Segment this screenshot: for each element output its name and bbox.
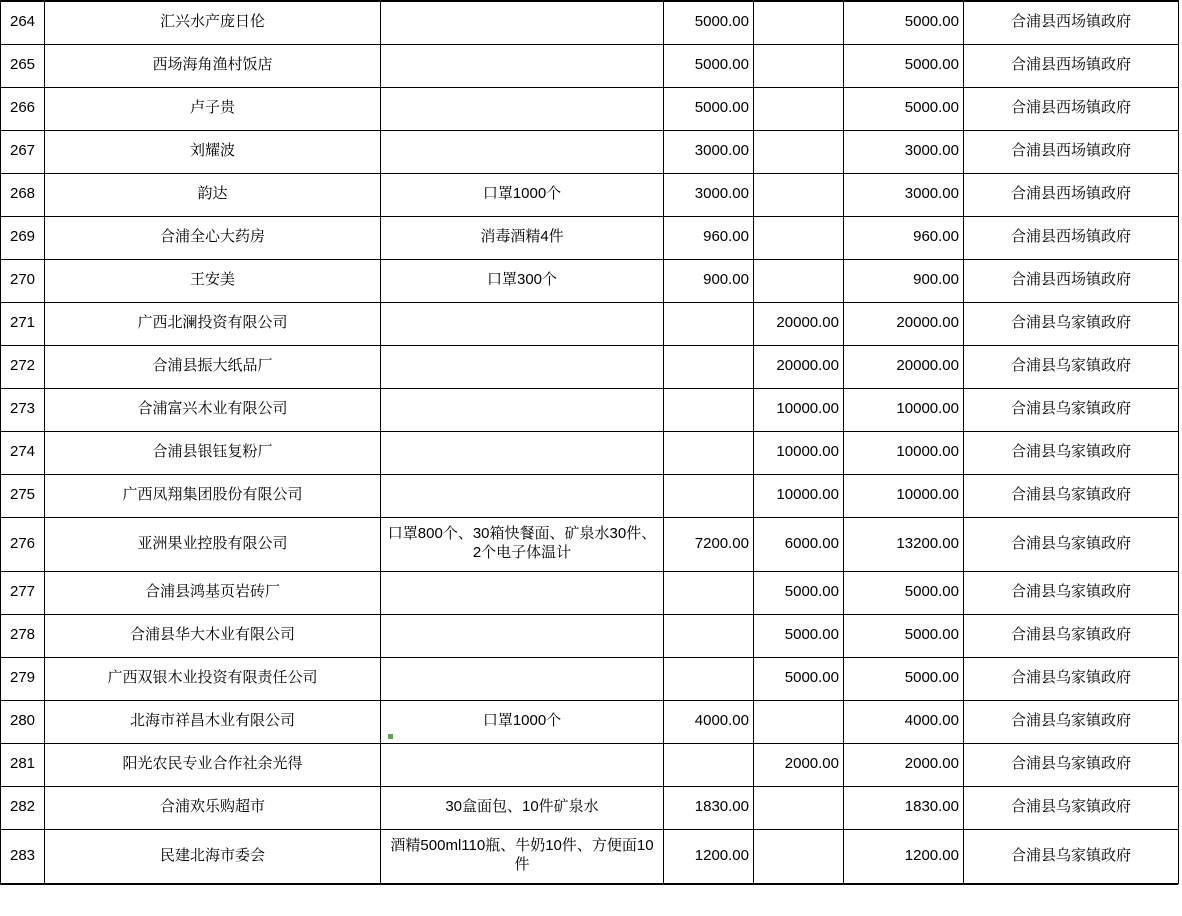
cell-index[interactable]: 272 [1,345,45,388]
cell-total-amount[interactable]: 5000.00 [844,571,964,614]
cell-receiving-org[interactable]: 合浦县乌家镇政府 [964,345,1179,388]
cell-total-amount[interactable]: 10000.00 [844,474,964,517]
cell-index[interactable]: 282 [1,786,45,829]
cell-donor-name[interactable]: 民建北海市委会 [45,829,381,883]
cell-goods[interactable] [381,388,664,431]
cell-receiving-org[interactable]: 合浦县乌家镇政府 [964,302,1179,345]
cell-inkind-amount[interactable]: 2000.00 [754,743,844,786]
cell-total-amount[interactable]: 1200.00 [844,829,964,883]
cell-cash-amount[interactable]: 3000.00 [664,173,754,216]
cell-total-amount[interactable]: 20000.00 [844,302,964,345]
cell-receiving-org[interactable]: 合浦县西场镇政府 [964,173,1179,216]
cell-goods[interactable]: 酒精500ml110瓶、牛奶10件、方便面10件 [381,829,664,883]
cell-index[interactable]: 269 [1,216,45,259]
cell-total-amount[interactable]: 900.00 [844,259,964,302]
cell-donor-name[interactable]: 刘耀波 [45,130,381,173]
table-row [1,388,1179,431]
cell-goods[interactable]: 口罩1000个 [381,700,664,743]
cell-index[interactable]: 283 [1,829,45,883]
cell-donor-name[interactable]: 卢子贵 [45,87,381,130]
cell-index[interactable]: 265 [1,44,45,87]
cell-receiving-org[interactable]: 合浦县乌家镇政府 [964,388,1179,431]
cell-goods[interactable]: 口罩800个、30箱快餐面、矿泉水30件、2个电子体温计 [381,517,664,571]
cell-inkind-amount[interactable]: 6000.00 [754,517,844,571]
cell-inkind-amount[interactable]: 10000.00 [754,474,844,517]
table-row [1,259,1179,302]
cell-goods[interactable] [381,614,664,657]
cell-receiving-org[interactable]: 合浦县乌家镇政府 [964,786,1179,829]
table-row [1,829,1179,883]
cell-total-amount[interactable]: 10000.00 [844,431,964,474]
cell-inkind-amount[interactable]: 5000.00 [754,571,844,614]
cell-index[interactable]: 277 [1,571,45,614]
cell-cash-amount[interactable]: 3000.00 [664,130,754,173]
cell-cash-amount[interactable]: 5000.00 [664,1,754,44]
cell-goods[interactable] [381,44,664,87]
cell-donor-name[interactable]: 合浦县鸿基页岩砖厂 [45,571,381,614]
cell-donor-name[interactable]: 合浦县银钰复粉厂 [45,431,381,474]
cell-cash-amount[interactable] [664,302,754,345]
cell-cash-amount[interactable]: 900.00 [664,259,754,302]
table-row [1,44,1179,87]
cell-total-amount[interactable]: 20000.00 [844,345,964,388]
cell-donor-name[interactable]: 广西双银木业投资有限责任公司 [45,657,381,700]
cell-total-amount[interactable]: 13200.00 [844,517,964,571]
table-body [1,1,1179,883]
cell-receiving-org[interactable]: 合浦县乌家镇政府 [964,517,1179,571]
cell-receiving-org[interactable]: 合浦县乌家镇政府 [964,431,1179,474]
cell-cash-amount[interactable]: 1200.00 [664,829,754,883]
table-row [1,87,1179,130]
cell-receiving-org[interactable]: 合浦县西场镇政府 [964,259,1179,302]
cell-donor-name[interactable]: 合浦全心大药房 [45,216,381,259]
cell-index[interactable]: 276 [1,517,45,571]
cell-cash-amount[interactable] [664,743,754,786]
cell-total-amount[interactable]: 5000.00 [844,657,964,700]
cell-cash-amount[interactable] [664,614,754,657]
cell-donor-name[interactable]: 阳光农民专业合作社余光得 [45,743,381,786]
cell-goods[interactable] [381,1,664,44]
cell-goods[interactable] [381,743,664,786]
cell-inkind-amount[interactable]: 5000.00 [754,614,844,657]
cell-donor-name[interactable]: 亚洲果业控股有限公司 [45,517,381,571]
cell-index[interactable]: 281 [1,743,45,786]
cell-cash-amount[interactable]: 5000.00 [664,87,754,130]
cell-index[interactable]: 270 [1,259,45,302]
cell-receiving-org[interactable]: 合浦县乌家镇政府 [964,700,1179,743]
cell-receiving-org[interactable]: 合浦县西场镇政府 [964,44,1179,87]
cell-inkind-amount[interactable] [754,829,844,883]
cell-inkind-amount[interactable]: 10000.00 [754,388,844,431]
cell-donor-name[interactable]: 合浦县振大纸品厂 [45,345,381,388]
cell-donor-name[interactable]: 韵达 [45,173,381,216]
cell-cash-amount[interactable] [664,474,754,517]
cell-inkind-amount[interactable] [754,786,844,829]
cell-goods[interactable]: 口罩1000个 [381,173,664,216]
cell-cash-amount[interactable] [664,571,754,614]
cell-donor-name[interactable]: 西场海角渔村饭店 [45,44,381,87]
cell-goods[interactable] [381,571,664,614]
cell-total-amount[interactable]: 5000.00 [844,87,964,130]
cell-total-amount[interactable]: 3000.00 [844,173,964,216]
cell-index[interactable]: 267 [1,130,45,173]
cell-goods[interactable] [381,130,664,173]
cell-index[interactable]: 279 [1,657,45,700]
cell-receiving-org[interactable]: 合浦县乌家镇政府 [964,743,1179,786]
cell-index[interactable]: 274 [1,431,45,474]
table-row [1,1,1179,44]
table-row [1,345,1179,388]
cell-cash-amount[interactable]: 960.00 [664,216,754,259]
cell-goods[interactable]: 30盒面包、10件矿泉水 [381,786,664,829]
cell-index[interactable]: 268 [1,173,45,216]
cell-donor-name[interactable]: 合浦县华大木业有限公司 [45,614,381,657]
cell-inkind-amount[interactable] [754,87,844,130]
cell-inkind-amount[interactable]: 20000.00 [754,302,844,345]
cell-inkind-amount[interactable] [754,700,844,743]
cell-index[interactable]: 273 [1,388,45,431]
cell-goods[interactable] [381,345,664,388]
cell-total-amount[interactable]: 3000.00 [844,130,964,173]
cell-goods[interactable]: 消毒酒精4件 [381,216,664,259]
cell-index[interactable]: 278 [1,614,45,657]
cell-cash-amount[interactable] [664,431,754,474]
table-row [1,743,1179,786]
cell-index[interactable]: 275 [1,474,45,517]
cell-receiving-org[interactable]: 合浦县西场镇政府 [964,87,1179,130]
table-row [1,614,1179,657]
cell-receiving-org[interactable]: 合浦县西场镇政府 [964,130,1179,173]
cell-receiving-org[interactable]: 合浦县乌家镇政府 [964,571,1179,614]
cell-receiving-org[interactable]: 合浦县乌家镇政府 [964,474,1179,517]
table-row [1,786,1179,829]
cell-goods[interactable] [381,302,664,345]
cell-donor-name[interactable]: 汇兴水产庞日伦 [45,1,381,44]
cell-cash-amount[interactable]: 1830.00 [664,786,754,829]
cell-receiving-org[interactable]: 合浦县乌家镇政府 [964,657,1179,700]
cell-goods[interactable]: 口罩300个 [381,259,664,302]
table-row [1,700,1179,743]
cell-donor-name[interactable]: 合浦欢乐购超市 [45,786,381,829]
cell-inkind-amount[interactable]: 10000.00 [754,431,844,474]
cell-total-amount[interactable]: 5000.00 [844,614,964,657]
table-row [1,216,1179,259]
table-row [1,657,1179,700]
cell-inkind-amount[interactable] [754,44,844,87]
cell-inkind-amount[interactable]: 20000.00 [754,345,844,388]
cell-goods[interactable] [381,431,664,474]
cell-total-amount[interactable]: 5000.00 [844,44,964,87]
cell-total-amount[interactable]: 1830.00 [844,786,964,829]
cell-inkind-amount[interactable] [754,173,844,216]
cell-goods[interactable] [381,474,664,517]
table-row [1,130,1179,173]
cell-cash-amount[interactable] [664,388,754,431]
cell-receiving-org[interactable]: 合浦县西场镇政府 [964,1,1179,44]
table-row [1,302,1179,345]
cell-receiving-org[interactable]: 合浦县乌家镇政府 [964,829,1179,883]
table-row [1,431,1179,474]
cell-inkind-amount[interactable] [754,216,844,259]
cell-inkind-amount[interactable] [754,1,844,44]
table-row [1,571,1179,614]
cell-cash-amount[interactable]: 4000.00 [664,700,754,743]
table-bottom-edge [0,884,1178,894]
cell-receiving-org[interactable]: 合浦县乌家镇政府 [964,614,1179,657]
cell-donor-name[interactable]: 王安美 [45,259,381,302]
table-row [1,474,1179,517]
green-cell-marker [388,734,393,739]
table-row [1,173,1179,216]
cell-receiving-org[interactable]: 合浦县西场镇政府 [964,216,1179,259]
cell-donor-name[interactable]: 广西凤翔集团股份有限公司 [45,474,381,517]
cell-total-amount[interactable]: 960.00 [844,216,964,259]
table-row [1,517,1179,571]
cell-total-amount[interactable]: 5000.00 [844,1,964,44]
cell-index[interactable]: 266 [1,87,45,130]
cell-total-amount[interactable]: 4000.00 [844,700,964,743]
cell-cash-amount[interactable] [664,657,754,700]
cell-index[interactable]: 264 [1,1,45,44]
cell-goods[interactable] [381,87,664,130]
cell-inkind-amount[interactable] [754,259,844,302]
cell-inkind-amount[interactable] [754,130,844,173]
cell-donor-name[interactable]: 北海市祥昌木业有限公司 [45,700,381,743]
cell-inkind-amount[interactable]: 5000.00 [754,657,844,700]
cell-goods[interactable] [381,657,664,700]
cell-donor-name[interactable]: 合浦富兴木业有限公司 [45,388,381,431]
cell-donor-name[interactable]: 广西北澜投资有限公司 [45,302,381,345]
cell-index[interactable]: 280 [1,700,45,743]
cell-total-amount[interactable]: 2000.00 [844,743,964,786]
cell-total-amount[interactable]: 10000.00 [844,388,964,431]
cell-cash-amount[interactable]: 7200.00 [664,517,754,571]
cell-index[interactable]: 271 [1,302,45,345]
cell-cash-amount[interactable] [664,345,754,388]
cell-cash-amount[interactable]: 5000.00 [664,44,754,87]
